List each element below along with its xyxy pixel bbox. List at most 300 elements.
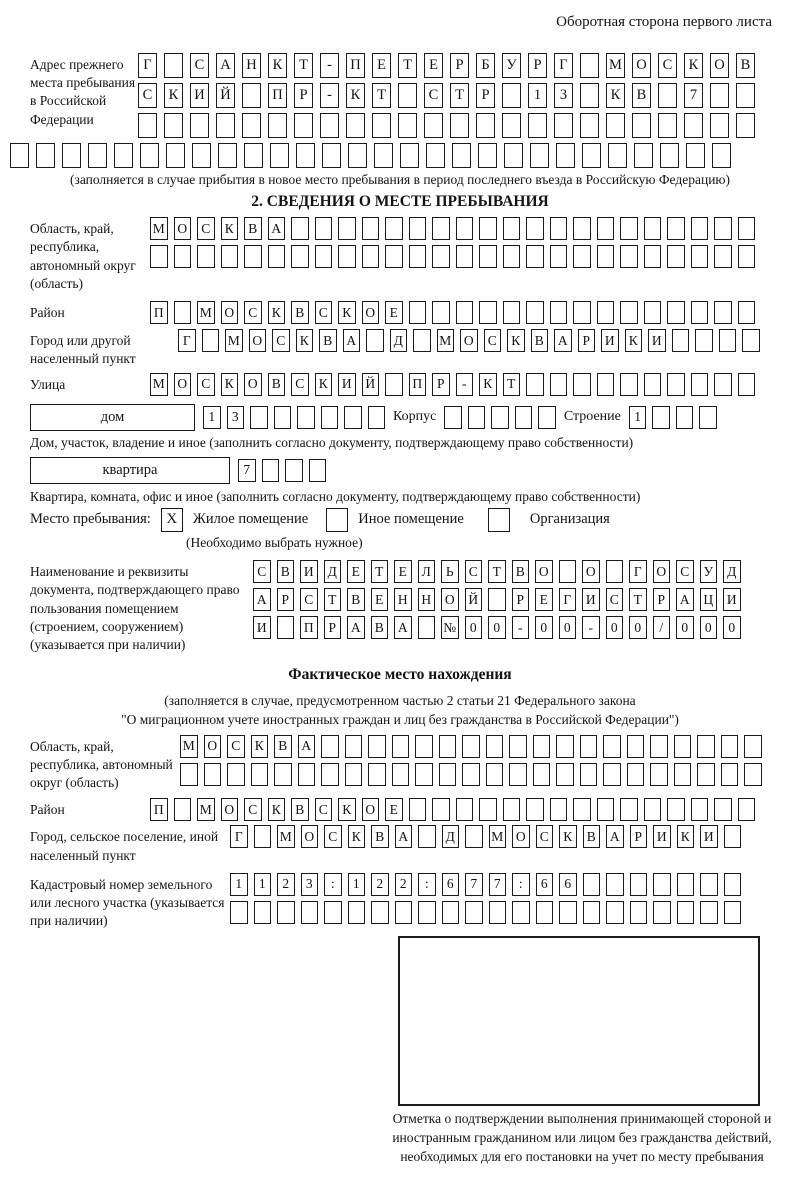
char-box[interactable] [658, 83, 677, 108]
char-box[interactable]: Й [362, 373, 380, 396]
char-box[interactable]: С [291, 373, 309, 396]
char-box[interactable]: - [320, 53, 339, 78]
char-box[interactable]: Р [294, 83, 313, 108]
char-box[interactable] [606, 873, 624, 896]
char-box[interactable] [36, 143, 55, 168]
char-box[interactable]: И [723, 588, 741, 611]
char-box[interactable] [738, 301, 756, 324]
char-box[interactable] [526, 301, 544, 324]
char-box[interactable]: 1 [254, 873, 272, 896]
char-box[interactable] [644, 798, 662, 821]
char-box[interactable]: В [531, 329, 549, 352]
char-box[interactable]: В [583, 825, 601, 848]
char-box[interactable]: 0 [488, 616, 506, 639]
char-box[interactable]: : [324, 873, 342, 896]
char-box[interactable]: К [338, 301, 356, 324]
char-box[interactable] [348, 901, 366, 924]
char-box[interactable] [362, 217, 380, 240]
char-box[interactable]: 3 [554, 83, 573, 108]
char-box[interactable] [479, 301, 497, 324]
char-box[interactable] [674, 763, 692, 786]
char-box[interactable]: Г [230, 825, 248, 848]
char-box[interactable]: М [606, 53, 625, 78]
char-box[interactable] [338, 245, 356, 268]
char-box[interactable] [374, 143, 393, 168]
char-box[interactable]: П [150, 798, 168, 821]
char-box[interactable] [426, 143, 445, 168]
char-box[interactable] [432, 245, 450, 268]
char-box[interactable]: О [632, 53, 651, 78]
char-box[interactable] [724, 901, 742, 924]
char-box[interactable]: У [700, 560, 718, 583]
char-box[interactable]: В [274, 735, 292, 758]
char-box[interactable] [491, 406, 509, 429]
char-box[interactable]: 1 [629, 406, 647, 429]
char-box[interactable] [721, 735, 739, 758]
char-box[interactable] [714, 373, 732, 396]
char-box[interactable] [489, 901, 507, 924]
char-box[interactable] [164, 113, 183, 138]
char-box[interactable]: К [268, 301, 286, 324]
char-box[interactable] [620, 301, 638, 324]
char-box[interactable] [345, 763, 363, 786]
char-box[interactable] [714, 217, 732, 240]
apartment-type-box[interactable]: квартира [30, 457, 230, 484]
char-box[interactable]: Т [450, 83, 469, 108]
char-box[interactable] [268, 113, 287, 138]
char-box[interactable] [580, 83, 599, 108]
char-box[interactable]: 0 [465, 616, 483, 639]
char-box[interactable]: Ь [441, 560, 459, 583]
char-box[interactable] [714, 798, 732, 821]
char-box[interactable]: Д [723, 560, 741, 583]
char-box[interactable]: С [315, 301, 333, 324]
char-box[interactable] [320, 113, 339, 138]
char-box[interactable] [456, 301, 474, 324]
char-box[interactable] [385, 217, 403, 240]
char-box[interactable]: Б [476, 53, 495, 78]
char-box[interactable]: К [221, 373, 239, 396]
char-box[interactable]: - [456, 373, 474, 396]
char-box[interactable] [700, 873, 718, 896]
char-box[interactable]: А [395, 825, 413, 848]
char-box[interactable] [650, 763, 668, 786]
char-box[interactable] [244, 245, 262, 268]
char-box[interactable]: / [653, 616, 671, 639]
char-box[interactable]: С [244, 301, 262, 324]
char-box[interactable]: Н [418, 588, 436, 611]
char-box[interactable]: Р [324, 616, 342, 639]
char-box[interactable]: Р [578, 329, 596, 352]
char-box[interactable] [409, 301, 427, 324]
char-box[interactable] [251, 763, 269, 786]
char-box[interactable]: И [253, 616, 271, 639]
char-box[interactable]: : [512, 873, 530, 896]
char-box[interactable] [424, 113, 443, 138]
char-box[interactable] [533, 763, 551, 786]
char-box[interactable]: С [138, 83, 157, 108]
char-box[interactable] [674, 735, 692, 758]
char-box[interactable] [285, 459, 303, 482]
char-box[interactable] [114, 143, 133, 168]
char-box[interactable]: 7 [489, 873, 507, 896]
char-box[interactable]: С [227, 735, 245, 758]
char-box[interactable]: 1 [203, 406, 221, 429]
char-box[interactable]: И [300, 560, 318, 583]
char-box[interactable] [738, 217, 756, 240]
char-box[interactable] [620, 217, 638, 240]
other-premises-checkbox[interactable] [326, 508, 348, 532]
char-box[interactable] [298, 763, 316, 786]
char-box[interactable]: Т [503, 373, 521, 396]
char-box[interactable] [719, 329, 737, 352]
char-box[interactable]: К [559, 825, 577, 848]
char-box[interactable]: № [441, 616, 459, 639]
char-box[interactable] [667, 217, 685, 240]
char-box[interactable] [738, 798, 756, 821]
char-box[interactable] [526, 217, 544, 240]
char-box[interactable]: С [676, 560, 694, 583]
char-box[interactable] [371, 901, 389, 924]
char-box[interactable]: С [190, 53, 209, 78]
char-box[interactable]: В [512, 560, 530, 583]
char-box[interactable] [409, 245, 427, 268]
char-box[interactable]: Т [324, 588, 342, 611]
char-box[interactable] [452, 143, 471, 168]
char-box[interactable] [400, 143, 419, 168]
char-box[interactable] [174, 245, 192, 268]
char-box[interactable] [630, 901, 648, 924]
char-box[interactable] [338, 217, 356, 240]
char-box[interactable] [301, 901, 319, 924]
char-box[interactable]: К [251, 735, 269, 758]
char-box[interactable] [180, 763, 198, 786]
char-box[interactable] [512, 901, 530, 924]
char-box[interactable] [479, 217, 497, 240]
char-box[interactable] [580, 735, 598, 758]
char-box[interactable] [166, 143, 185, 168]
char-box[interactable]: В [291, 798, 309, 821]
char-box[interactable]: С [272, 329, 290, 352]
char-box[interactable] [691, 301, 709, 324]
char-box[interactable] [738, 373, 756, 396]
char-box[interactable] [721, 763, 739, 786]
char-box[interactable] [270, 143, 289, 168]
char-box[interactable]: С [324, 825, 342, 848]
char-box[interactable]: Г [138, 53, 157, 78]
char-box[interactable]: В [347, 588, 365, 611]
char-box[interactable] [244, 143, 263, 168]
char-box[interactable] [714, 245, 732, 268]
char-box[interactable]: Л [418, 560, 436, 583]
char-box[interactable] [10, 143, 29, 168]
char-box[interactable] [230, 901, 248, 924]
char-box[interactable] [742, 329, 760, 352]
char-box[interactable] [667, 301, 685, 324]
char-box[interactable]: С [244, 798, 262, 821]
char-box[interactable]: А [606, 825, 624, 848]
char-box[interactable] [658, 113, 677, 138]
char-box[interactable] [724, 825, 742, 848]
char-box[interactable] [444, 406, 462, 429]
char-box[interactable] [509, 763, 527, 786]
char-box[interactable] [550, 373, 568, 396]
char-box[interactable]: Т [398, 53, 417, 78]
char-box[interactable] [597, 373, 615, 396]
char-box[interactable] [309, 459, 327, 482]
char-box[interactable]: С [465, 560, 483, 583]
char-box[interactable] [368, 763, 386, 786]
char-box[interactable] [653, 873, 671, 896]
char-box[interactable]: 0 [559, 616, 577, 639]
char-box[interactable] [556, 143, 575, 168]
char-box[interactable]: Г [629, 560, 647, 583]
char-box[interactable]: К [164, 83, 183, 108]
char-box[interactable] [415, 735, 433, 758]
char-box[interactable] [398, 113, 417, 138]
char-box[interactable]: 3 [227, 406, 245, 429]
char-box[interactable] [691, 245, 709, 268]
char-box[interactable] [634, 143, 653, 168]
char-box[interactable]: Р [528, 53, 547, 78]
char-box[interactable] [559, 901, 577, 924]
char-box[interactable] [660, 143, 679, 168]
char-box[interactable] [385, 373, 403, 396]
char-box[interactable] [699, 406, 717, 429]
char-box[interactable] [418, 825, 436, 848]
char-box[interactable] [262, 459, 280, 482]
char-box[interactable]: А [268, 217, 286, 240]
char-box[interactable]: М [225, 329, 243, 352]
char-box[interactable] [691, 217, 709, 240]
char-box[interactable] [632, 113, 651, 138]
char-box[interactable] [597, 217, 615, 240]
char-box[interactable] [695, 329, 713, 352]
char-box[interactable] [321, 406, 339, 429]
char-box[interactable]: П [150, 301, 168, 324]
char-box[interactable]: И [190, 83, 209, 108]
char-box[interactable] [744, 763, 762, 786]
char-box[interactable] [503, 798, 521, 821]
char-box[interactable] [277, 901, 295, 924]
char-box[interactable]: К [296, 329, 314, 352]
char-box[interactable]: 0 [700, 616, 718, 639]
char-box[interactable]: С [300, 588, 318, 611]
char-box[interactable] [62, 143, 81, 168]
char-box[interactable]: С [658, 53, 677, 78]
char-box[interactable] [174, 798, 192, 821]
char-box[interactable]: Е [347, 560, 365, 583]
char-box[interactable]: Е [424, 53, 443, 78]
char-box[interactable] [684, 113, 703, 138]
char-box[interactable] [321, 763, 339, 786]
char-box[interactable]: К [346, 83, 365, 108]
char-box[interactable] [677, 873, 695, 896]
char-box[interactable] [536, 901, 554, 924]
char-box[interactable]: К [625, 329, 643, 352]
char-box[interactable] [676, 406, 694, 429]
char-box[interactable]: М [180, 735, 198, 758]
char-box[interactable] [528, 113, 547, 138]
char-box[interactable] [550, 798, 568, 821]
char-box[interactable] [254, 825, 272, 848]
char-box[interactable]: М [197, 301, 215, 324]
char-box[interactable]: К [268, 53, 287, 78]
char-box[interactable] [465, 825, 483, 848]
char-box[interactable]: К [315, 373, 333, 396]
char-box[interactable] [409, 217, 427, 240]
char-box[interactable] [366, 329, 384, 352]
char-box[interactable] [503, 245, 521, 268]
char-box[interactable] [432, 301, 450, 324]
char-box[interactable] [712, 143, 731, 168]
char-box[interactable] [667, 245, 685, 268]
char-box[interactable] [620, 245, 638, 268]
char-box[interactable] [550, 245, 568, 268]
char-box[interactable]: О [174, 217, 192, 240]
char-box[interactable] [432, 798, 450, 821]
char-box[interactable]: В [244, 217, 262, 240]
char-box[interactable] [573, 373, 591, 396]
char-box[interactable] [385, 245, 403, 268]
char-box[interactable] [667, 798, 685, 821]
char-box[interactable]: С [606, 588, 624, 611]
char-box[interactable] [597, 798, 615, 821]
char-box[interactable] [559, 560, 577, 583]
char-box[interactable]: 6 [559, 873, 577, 896]
char-box[interactable]: О [710, 53, 729, 78]
char-box[interactable] [710, 83, 729, 108]
char-box[interactable] [573, 217, 591, 240]
char-box[interactable]: - [512, 616, 530, 639]
char-box[interactable] [409, 798, 427, 821]
char-box[interactable] [526, 798, 544, 821]
char-box[interactable] [150, 245, 168, 268]
char-box[interactable] [653, 901, 671, 924]
char-box[interactable]: Ц [700, 588, 718, 611]
char-box[interactable]: : [418, 873, 436, 896]
char-box[interactable] [468, 406, 486, 429]
char-box[interactable] [315, 217, 333, 240]
char-box[interactable] [583, 901, 601, 924]
char-box[interactable]: 7 [684, 83, 703, 108]
char-box[interactable] [221, 245, 239, 268]
char-box[interactable] [502, 83, 521, 108]
char-box[interactable] [398, 83, 417, 108]
char-box[interactable]: В [319, 329, 337, 352]
char-box[interactable]: Р [450, 53, 469, 78]
char-box[interactable] [368, 406, 386, 429]
char-box[interactable]: К [606, 83, 625, 108]
char-box[interactable] [573, 245, 591, 268]
char-box[interactable] [486, 763, 504, 786]
char-box[interactable]: Н [394, 588, 412, 611]
char-box[interactable] [362, 245, 380, 268]
char-box[interactable] [677, 901, 695, 924]
char-box[interactable] [479, 798, 497, 821]
char-box[interactable] [603, 763, 621, 786]
char-box[interactable]: Е [385, 301, 403, 324]
char-box[interactable]: П [346, 53, 365, 78]
char-box[interactable]: Т [294, 53, 313, 78]
char-box[interactable]: А [343, 329, 361, 352]
char-box[interactable] [550, 301, 568, 324]
char-box[interactable]: Д [390, 329, 408, 352]
char-box[interactable]: К [221, 217, 239, 240]
char-box[interactable] [652, 406, 670, 429]
char-box[interactable]: 6 [536, 873, 554, 896]
char-box[interactable] [644, 373, 662, 396]
char-box[interactable] [88, 143, 107, 168]
char-box[interactable] [554, 113, 573, 138]
house-type-box[interactable]: дом [30, 404, 195, 431]
char-box[interactable]: С [253, 560, 271, 583]
char-box[interactable] [250, 406, 268, 429]
char-box[interactable] [580, 113, 599, 138]
char-box[interactable] [627, 735, 645, 758]
char-box[interactable]: Р [512, 588, 530, 611]
char-box[interactable] [620, 373, 638, 396]
char-box[interactable] [736, 83, 755, 108]
char-box[interactable]: Г [554, 53, 573, 78]
char-box[interactable] [274, 406, 292, 429]
char-box[interactable]: 3 [301, 873, 319, 896]
char-box[interactable] [488, 588, 506, 611]
char-box[interactable]: О [441, 588, 459, 611]
char-box[interactable]: 1 [230, 873, 248, 896]
char-box[interactable] [606, 901, 624, 924]
char-box[interactable]: А [676, 588, 694, 611]
char-box[interactable]: Е [372, 53, 391, 78]
char-box[interactable] [582, 143, 601, 168]
char-box[interactable] [164, 53, 183, 78]
char-box[interactable]: О [460, 329, 478, 352]
char-box[interactable] [597, 301, 615, 324]
char-box[interactable] [697, 763, 715, 786]
char-box[interactable]: И [648, 329, 666, 352]
char-box[interactable] [710, 113, 729, 138]
char-box[interactable] [686, 143, 705, 168]
char-box[interactable] [415, 763, 433, 786]
char-box[interactable] [486, 735, 504, 758]
char-box[interactable] [697, 735, 715, 758]
char-box[interactable] [691, 373, 709, 396]
char-box[interactable]: - [320, 83, 339, 108]
char-box[interactable]: К [268, 798, 286, 821]
char-box[interactable]: О [174, 373, 192, 396]
char-box[interactable]: К [684, 53, 703, 78]
char-box[interactable] [418, 616, 436, 639]
char-box[interactable] [294, 113, 313, 138]
char-box[interactable]: К [348, 825, 366, 848]
char-box[interactable] [606, 560, 624, 583]
char-box[interactable]: О [362, 798, 380, 821]
char-box[interactable]: 7 [238, 459, 256, 482]
char-box[interactable] [442, 901, 460, 924]
char-box[interactable]: Е [394, 560, 412, 583]
char-box[interactable]: В [291, 301, 309, 324]
char-box[interactable] [268, 245, 286, 268]
char-box[interactable] [667, 373, 685, 396]
char-box[interactable] [504, 143, 523, 168]
char-box[interactable] [580, 53, 599, 78]
char-box[interactable]: С [197, 373, 215, 396]
char-box[interactable] [368, 735, 386, 758]
char-box[interactable]: Н [242, 53, 261, 78]
char-box[interactable]: Д [324, 560, 342, 583]
char-box[interactable] [321, 735, 339, 758]
char-box[interactable] [650, 735, 668, 758]
